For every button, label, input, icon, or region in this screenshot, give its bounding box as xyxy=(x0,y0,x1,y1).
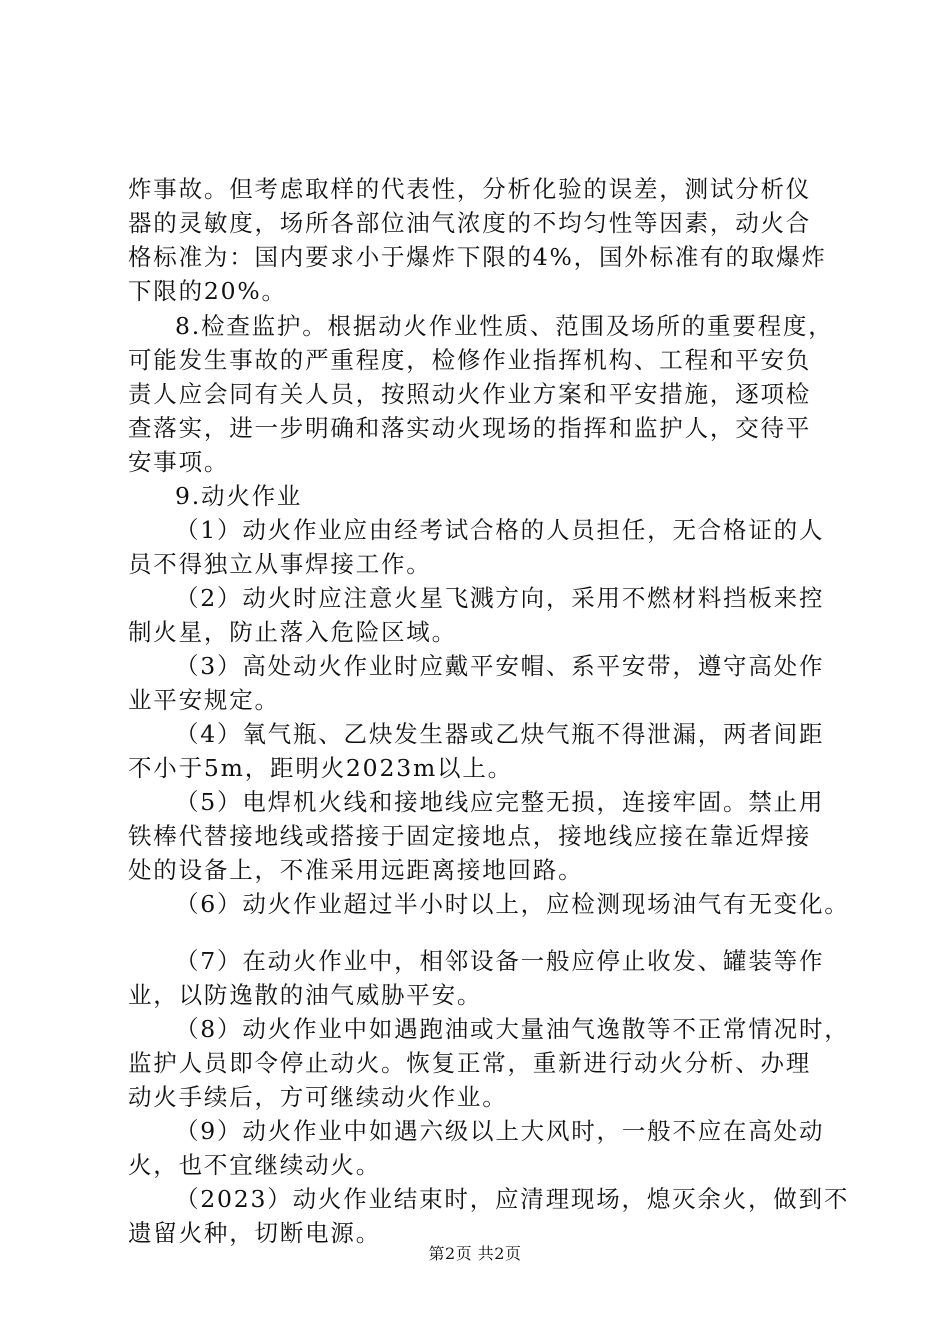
body-line: 火，也不宜继续动火。 xyxy=(128,1151,381,1179)
body-line: 监护人员即令停止动火。恢复正常，重新进行动火分析、办理 xyxy=(128,1049,812,1077)
list-item: （4）氧气瓶、乙炔发生器或乙炔气瓶不得泄漏，两者间距 xyxy=(175,720,825,748)
body-line: 不小于5m，距明火2023m以上。 xyxy=(128,754,513,782)
list-item: （1）动火作业应由经考试合格的人员担任，无合格证的人 xyxy=(175,516,825,544)
list-item: （3）高处动火作业时应戴平安帽、系平安带，遵守高处作 xyxy=(175,652,825,680)
list-item: （8）动火作业中如遇跑油或大量油气逸散等不正常情况时， xyxy=(175,1015,850,1043)
body-line: 业，以防逸散的油气威胁平安。 xyxy=(128,981,483,1009)
body-line: 下限的20%。 xyxy=(128,277,287,305)
list-item: （9）动火作业中如遇六级以上大风时，一般不应在高处动 xyxy=(175,1117,825,1145)
body-line: 铁棒代替接地线或搭接于固定接地点，接地线应接在靠近焊接 xyxy=(128,822,812,850)
body-line: 遗留火种，切断电源。 xyxy=(128,1219,381,1247)
body-line: 安事项。 xyxy=(128,448,230,476)
list-item: （6）动火作业超过半小时以上，应检测现场油气有无变化。 xyxy=(175,890,850,918)
body-line: 处的设备上，不准采用远距离接地回路。 xyxy=(128,856,584,884)
section-heading-9: 9.动火作业 xyxy=(175,482,303,510)
list-item: （5）电焊机火线和接地线应完整无损，连接牢固。禁止用 xyxy=(175,788,825,816)
section-heading-8: 8.检查监护。根据动火作业性质、范围及场所的重要程度， xyxy=(175,312,834,340)
body-line: 查落实，进一步明确和落实动火现场的指挥和监护人，交待平 xyxy=(128,414,812,442)
page-footer: 第2页 共2页 xyxy=(428,1244,522,1263)
body-line: 责人应会同有关人员，按照动火作业方案和平安措施，逐项检 xyxy=(128,380,812,408)
list-item: （2）动火时应注意火星飞溅方向，采用不燃材料挡板来控 xyxy=(175,584,825,612)
list-item: （2023）动火作业结束时，应清理现场，熄灭余火，做到不 xyxy=(175,1185,850,1213)
body-line: 动火手续后，方可继续动火作业。 xyxy=(128,1083,508,1111)
body-line: 器的灵敏度，场所各部位油气浓度的不均匀性等因素，动火合 xyxy=(128,209,812,237)
body-line: 可能发生事故的严重程度，检修作业指挥机构、工程和平安负 xyxy=(128,346,812,374)
body-line: 格标准为：国内要求小于爆炸下限的4%，国外标准有的取爆炸 xyxy=(128,243,827,271)
body-line: 制火星，防止落入危险区域。 xyxy=(128,618,457,646)
list-item: （7）在动火作业中，相邻设备一般应停止收发、罐装等作 xyxy=(175,947,825,975)
body-line: 员不得独立从事焊接工作。 xyxy=(128,550,432,578)
body-line: 业平安规定。 xyxy=(128,686,280,714)
body-line: 炸事故。但考虑取样的代表性，分析化验的误差，测试分析仪 xyxy=(128,175,812,203)
